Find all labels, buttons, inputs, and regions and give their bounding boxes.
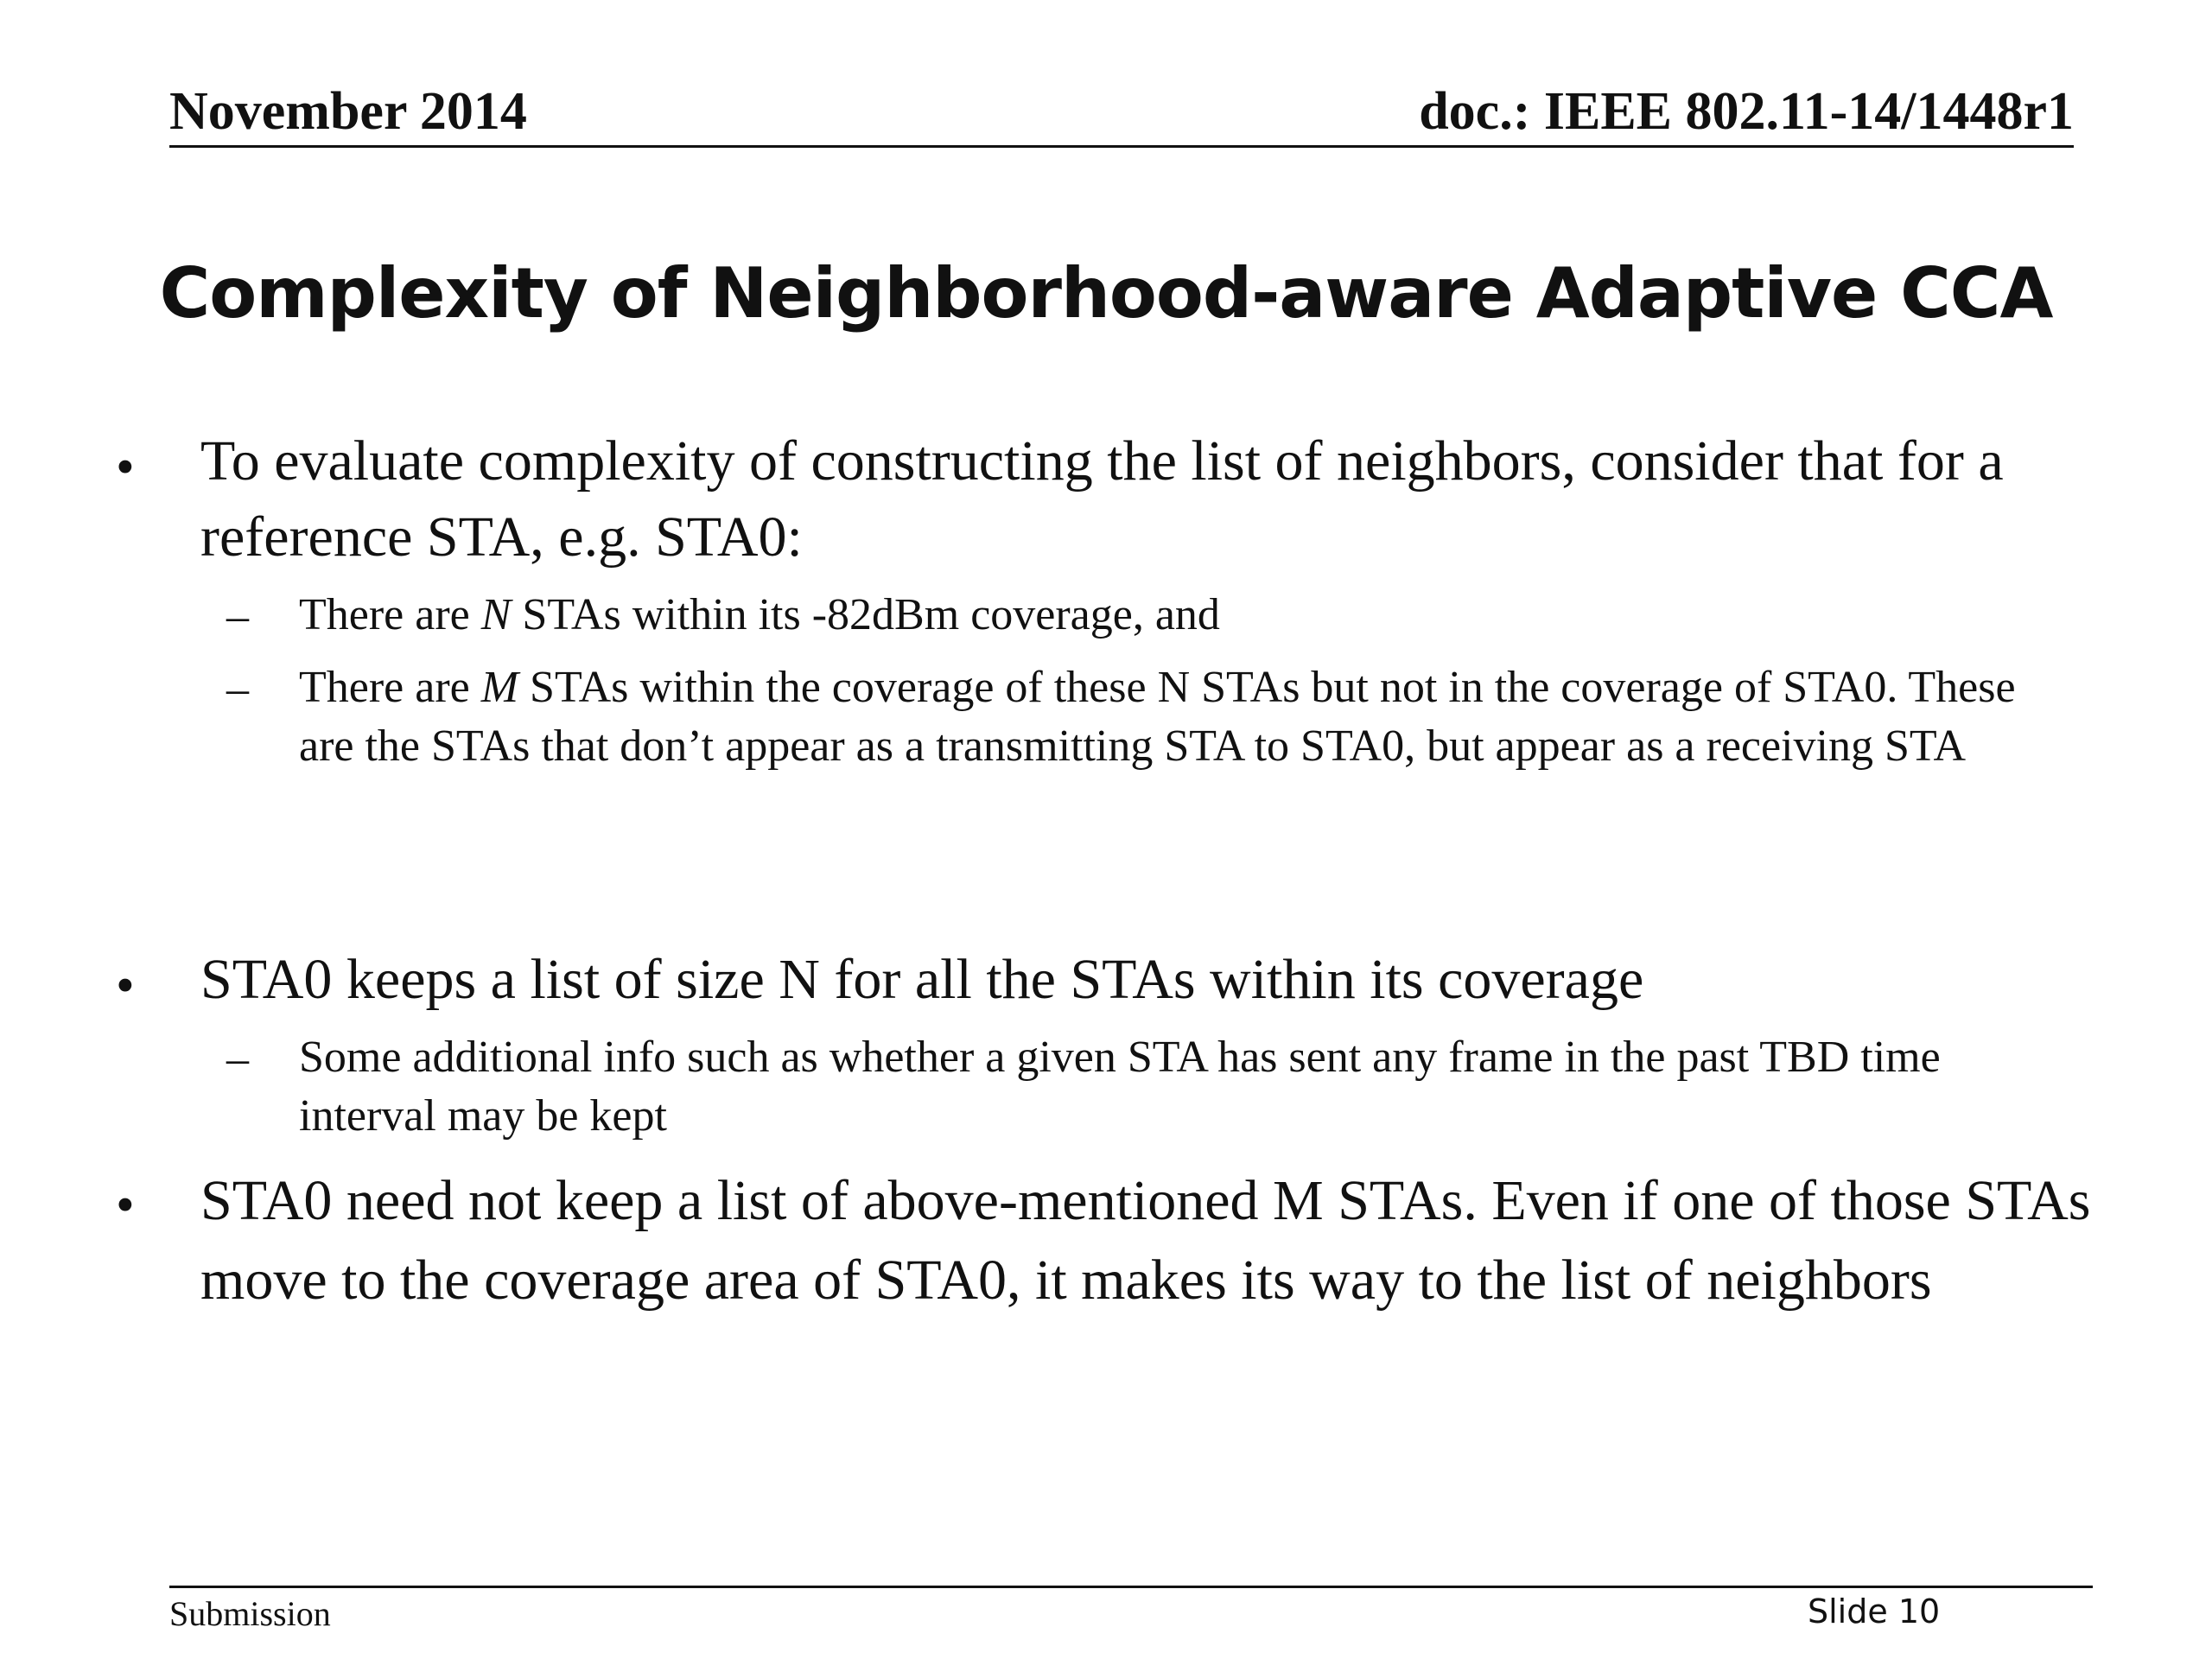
bullet-text: To evaluate complexity of constructing the list of neighbors, consider that for a reference STA, e.g. STA0:	[200, 429, 2004, 569]
sub-bullet-text-part: There are	[299, 663, 481, 712]
footer-slide-number: Slide 10	[1808, 1592, 1941, 1630]
sub-bullet-marker: –	[226, 592, 249, 641]
header-divider	[169, 145, 2074, 148]
header-date: November 2014	[169, 82, 527, 141]
variable-m: M	[480, 663, 519, 712]
bullet-marker: •	[116, 957, 135, 1015]
slide-title: Complexity of Neighborhood-aware Adaptive CCA	[159, 253, 2053, 334]
footer-submission: Submission	[169, 1594, 331, 1633]
sub-bullet-text-part: There are	[299, 590, 481, 639]
sub-bullet-marker: –	[226, 664, 249, 714]
bullet-marker: •	[116, 1176, 135, 1235]
header-doc-id: doc.: IEEE 802.11-14/1448r1	[1419, 82, 2074, 141]
variable-n: N	[480, 590, 512, 639]
sub-bullet-text	[299, 658, 2079, 776]
bullet-marker: •	[116, 438, 135, 497]
sub-bullet-text-part: STAs within its -82dBm coverage, and	[511, 590, 1220, 639]
bullet-text: STA0 keeps a list of size N for all the STAs within its coverage	[200, 948, 1644, 1011]
sub-bullet-text	[299, 586, 2079, 645]
sub-bullet-text: Some additional info such as whether a given STA has sent any frame in the past TBD time interval may be kept	[299, 1033, 1941, 1141]
sub-bullet-marker: –	[226, 1034, 249, 1084]
sub-bullet-text-part: STAs within the coverage of these N STAs but not in the coverage of STA0. These are the STAs that don’t appear as a transmitting STA to STA0, but appear as a receiving STA	[299, 663, 2016, 771]
bullet-text: STA0 need not keep a list of above-mentioned M STAs. Even if one of those STAs move to the coverage area of STA0, it makes its way to the list of neighbors	[200, 1169, 2091, 1312]
footer-divider	[169, 1586, 2093, 1588]
